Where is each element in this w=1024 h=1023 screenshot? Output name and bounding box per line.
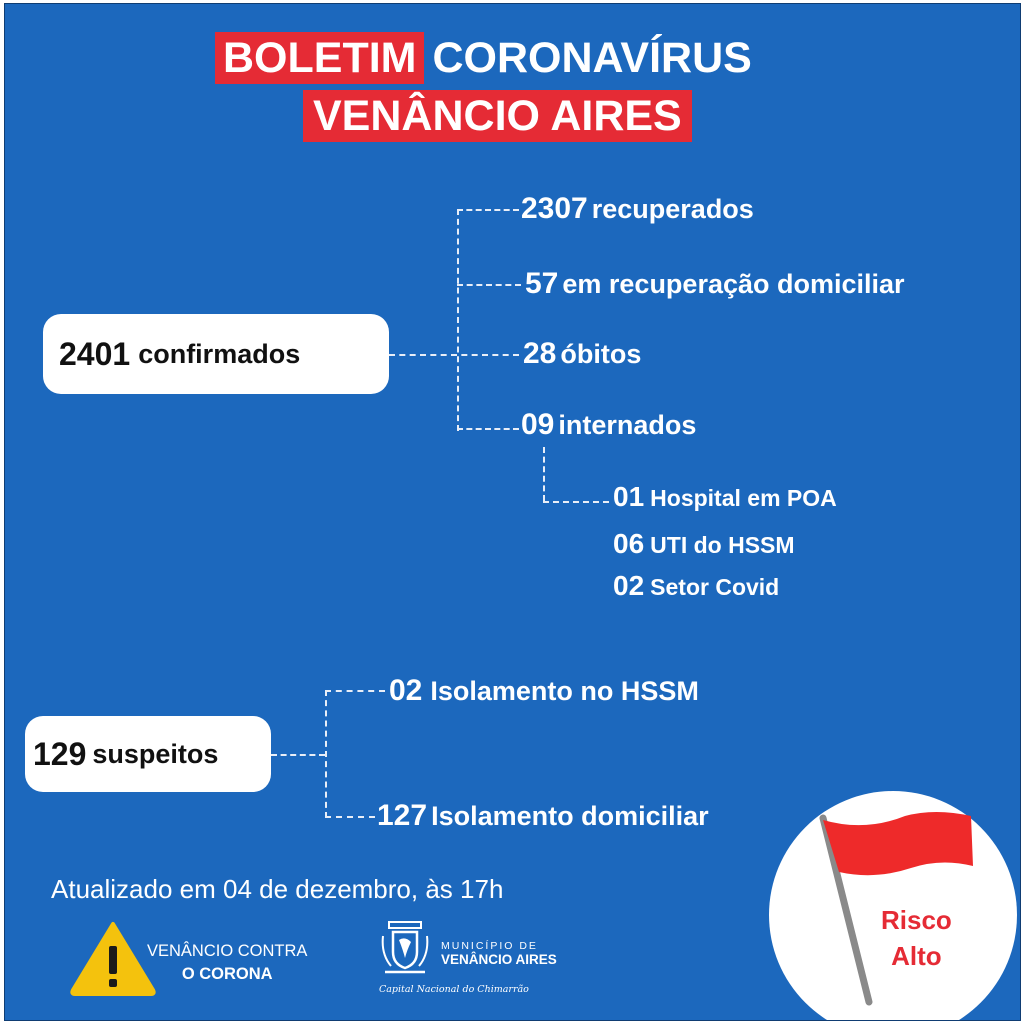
hospitalized-uti: 06 UTI do HSSM xyxy=(613,528,795,559)
hospitalized-trunk-line xyxy=(543,447,545,501)
confirmed-pill xyxy=(43,314,389,394)
title-rest: CORONAVÍRUS xyxy=(432,33,752,82)
breakdown-recovered: 2307 recuperados xyxy=(521,192,754,225)
suspected-pill xyxy=(25,716,271,792)
municipality-prefix: MUNICÍPIO DE xyxy=(441,940,538,952)
bulletin-title-line1 xyxy=(215,32,752,84)
hospitalized-covid-sector: 02 Setor Covid xyxy=(613,570,780,601)
risk-line2: Alto xyxy=(891,941,942,971)
breakdown-hospitalized: 09 internados xyxy=(521,408,697,441)
risk-level-text xyxy=(881,902,952,974)
connector-isolation-hssm xyxy=(325,690,385,692)
campaign-line1: VENÂNCIO CONTRA xyxy=(147,942,308,960)
connector-home-recovery xyxy=(457,284,521,286)
campaign-line2: O CORONA xyxy=(181,965,273,983)
bulletin-title-city: VENÂNCIO AIRES xyxy=(303,90,692,142)
suspected-isolation-hssm: 02 Isolamento no HSSM xyxy=(389,674,699,707)
coat-of-arms-icon xyxy=(377,920,433,976)
breakdown-home-recovery: 57 em recuperação domiciliar xyxy=(525,267,905,300)
municipality-tagline: Capital Nacional do Chimarrão xyxy=(379,984,529,995)
breakdown-deaths: 28 óbitos xyxy=(523,337,642,370)
suspected-home-isolation: 127 Isolamento domiciliar xyxy=(377,799,709,832)
bulletin-board xyxy=(4,3,1021,1021)
confirmed-count: 2401 xyxy=(59,335,131,372)
suspected-label: suspeitos xyxy=(92,738,219,769)
suspected-count: 129 xyxy=(33,735,87,772)
suspected-trunk-line xyxy=(325,690,327,818)
updated-timestamp: Atualizado em 04 de dezembro, às 17h xyxy=(51,874,504,904)
municipality-name: VENÂNCIO AIRES xyxy=(441,952,557,967)
connector-deaths xyxy=(389,354,519,356)
connector-home-isolation xyxy=(325,816,375,818)
connector-recovered xyxy=(457,209,519,211)
risk-line1: Risco xyxy=(881,905,952,935)
connector-suspected xyxy=(271,754,325,756)
hospitalized-poa: 01 Hospital em POA xyxy=(613,481,837,512)
connector-hospitalized xyxy=(457,428,519,430)
connector-hospital-poa xyxy=(543,501,609,503)
campaign-text xyxy=(147,940,307,986)
warning-triangle-icon xyxy=(69,920,157,996)
title-highlight: BOLETIM xyxy=(215,32,424,84)
confirmed-trunk-line xyxy=(457,209,459,431)
confirmed-label: confirmados xyxy=(138,338,301,369)
